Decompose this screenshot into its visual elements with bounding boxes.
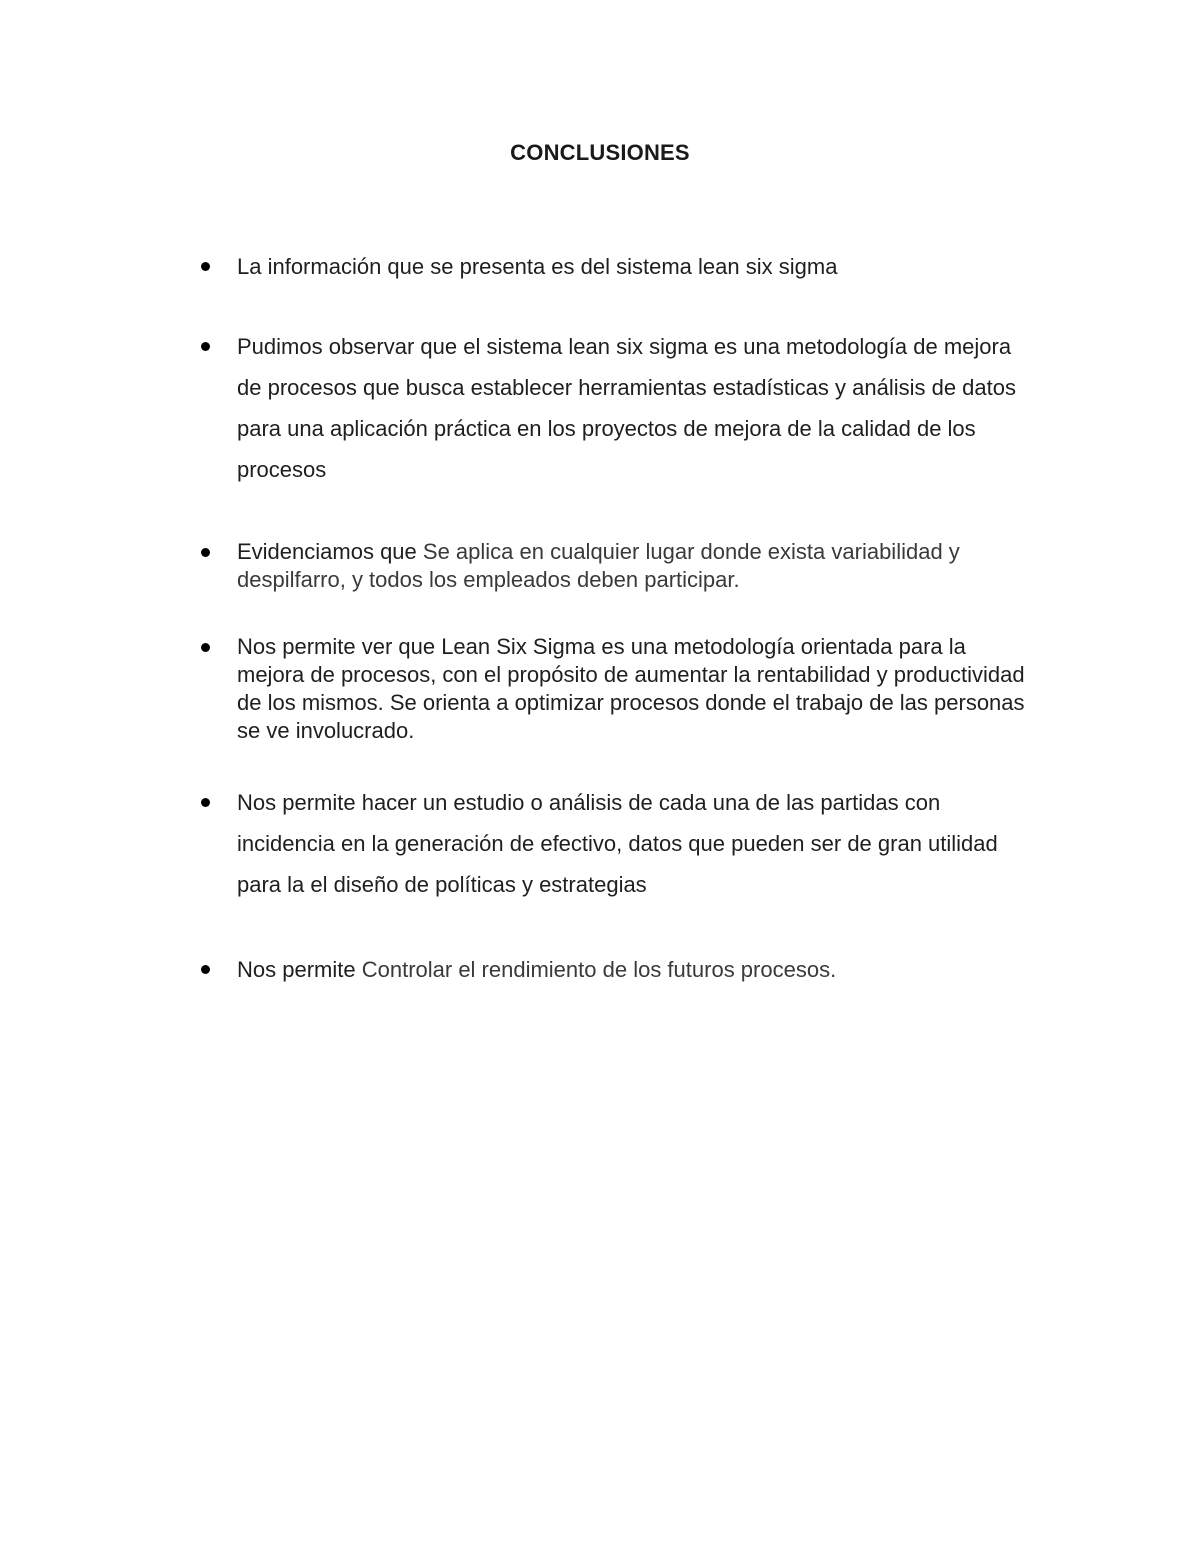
- bullet-icon: [201, 965, 210, 974]
- list-item: Pudimos observar que el sistema lean six sigma es una metodología de mejora de procesos que busca establecer herramientas estadísticas y análisis de datos para una aplicación práctica en los proyectos de mejora de la calidad de los procesos: [237, 334, 1016, 482]
- bullet-icon: [201, 798, 210, 807]
- list-item: Nos permite hacer un estudio o análisis de cada una de las partidas con incidencia en la generación de efectivo, datos que pueden ser de gran utilidad para la el diseño de políticas y estrategias: [237, 790, 998, 897]
- list-item: La información que se presenta es del sistema lean six sigma: [237, 254, 838, 279]
- list-item-lead: Nos permite: [237, 957, 362, 982]
- list-item-lead: Evidenciamos que: [237, 539, 423, 564]
- list-item-rest: Se aplica en cualquier lugar donde exista variabilidad y despilfarro, y todos los empleados deben participar.: [237, 539, 960, 592]
- bullet-icon: [201, 548, 210, 557]
- page-title: CONCLUSIONES: [510, 140, 690, 165]
- list-item: [237, 949, 1027, 990]
- list-item: Nos permite ver que Lean Six Sigma es una metodología orientada para la mejora de procesos, con el propósito de aumentar la rentabilidad y productividad de los mismos. Se orienta a optimizar procesos donde el trabajo de las personas se ve involucrado.: [237, 634, 1025, 743]
- list-item: [237, 538, 1027, 594]
- bullet-icon: [201, 262, 210, 271]
- list-item-rest: Controlar el rendimiento de los futuros procesos.: [361, 957, 837, 982]
- bullet-icon: [201, 643, 210, 652]
- bullet-icon: [201, 342, 210, 351]
